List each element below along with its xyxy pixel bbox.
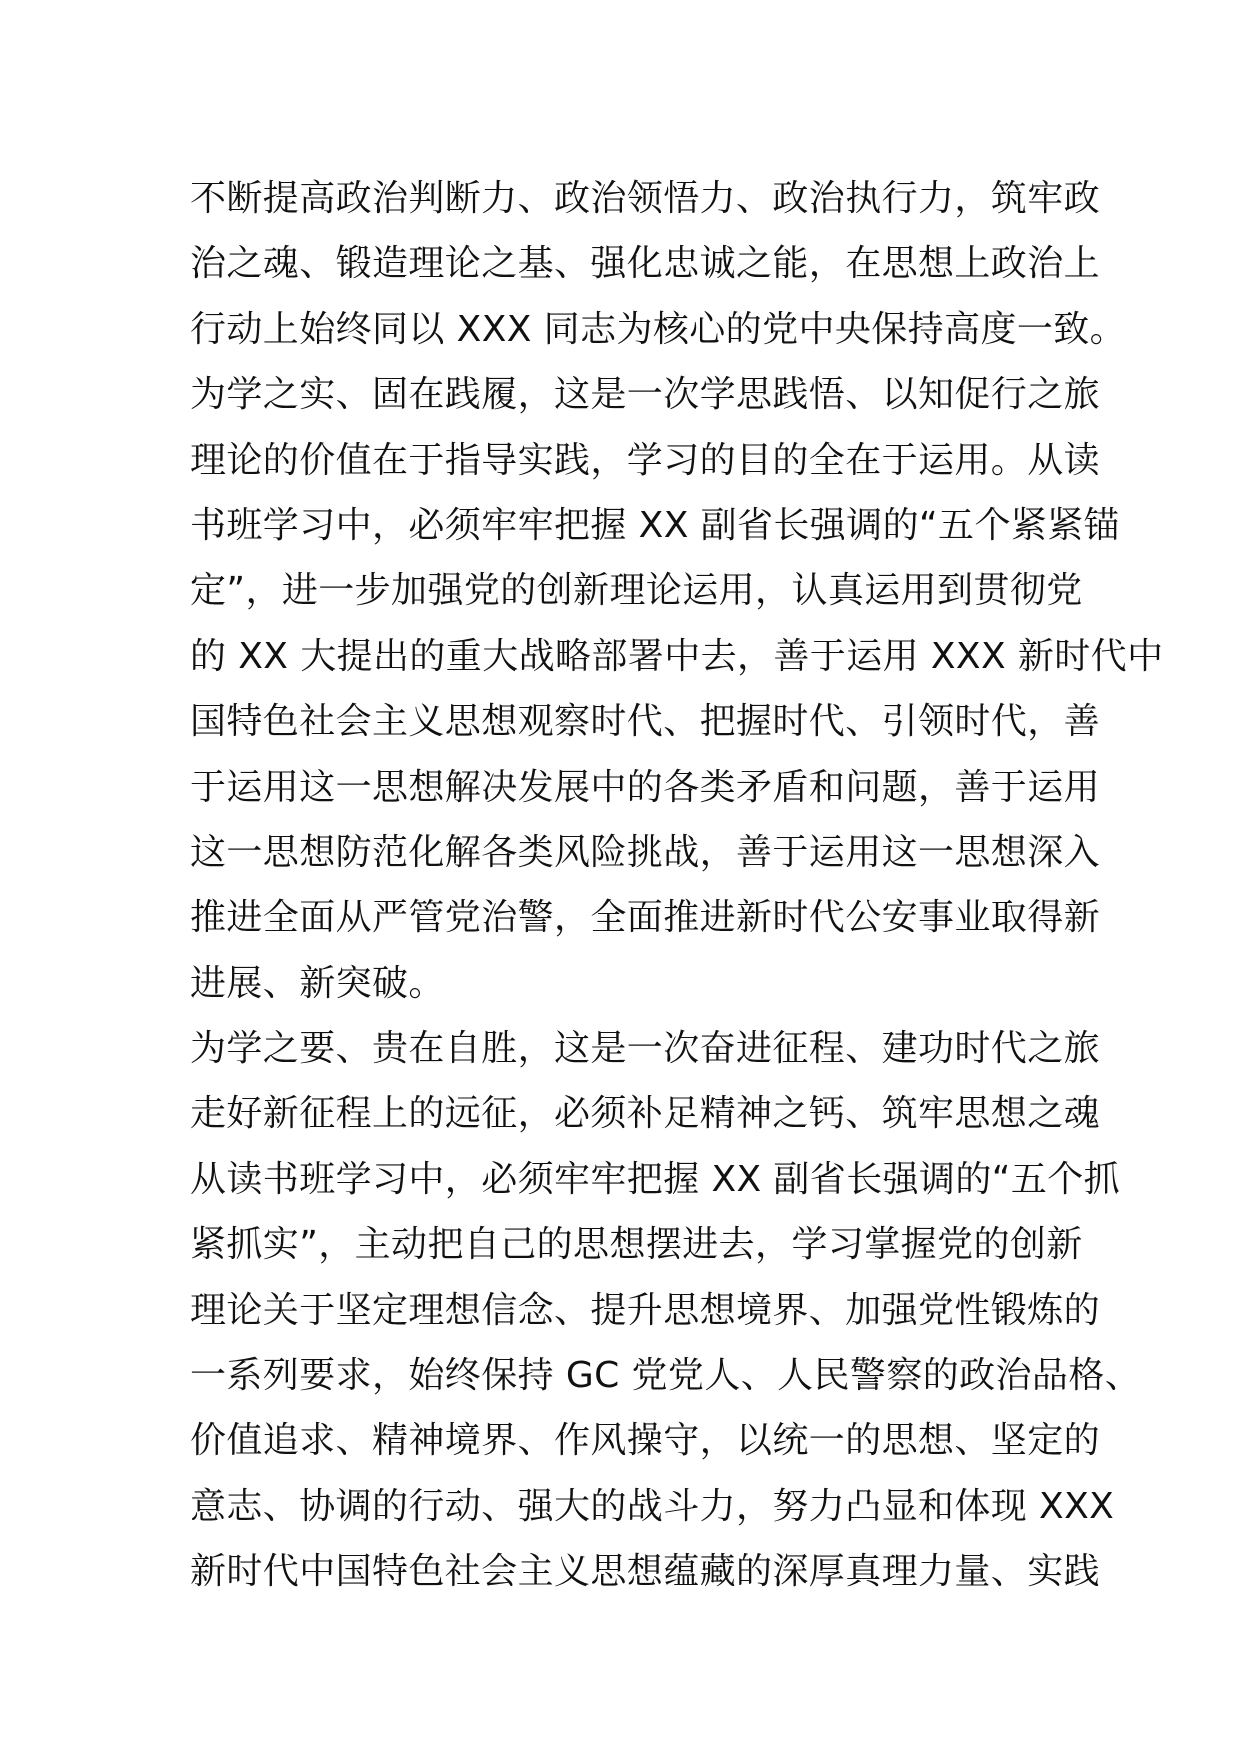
text-line: 定”，进一步加强党的创新理论运用，认真运用到贯彻党	[190, 570, 1083, 612]
text-line: 书班学习中，必须牢牢把握 XX 副省长强调的“五个紧紧锚	[190, 504, 1121, 546]
text-line: 意志、协调的行动、强大的战斗力，努力凸显和体现 XXX	[190, 1485, 1115, 1527]
text-line: 国特色社会主义思想观察时代、把握时代、引领时代，善	[190, 701, 1101, 743]
text-line: 进展、新突破。	[190, 962, 445, 1004]
text-line: 为学之实、固在践履，这是一次学思践悟、以知促行之旅	[190, 374, 1101, 416]
text-line: 这一思想防范化解各类风险挑战，善于运用这一思想深入	[190, 831, 1101, 873]
text-line: 的 XX 大提出的重大战略部署中去，善于运用 XXX 新时代中	[190, 635, 1164, 677]
text-line: 于运用这一思想解决发展中的各类矛盾和问题，善于运用	[190, 766, 1101, 808]
text-line: 理论的价值在于指导实践，学习的目的全在于运用。从读	[190, 439, 1101, 481]
text-line: 走好新征程上的远征，必须补足精神之钙、筑牢思想之魂	[190, 1093, 1101, 1135]
text-line: 理论关于坚定理想信念、提升思想境界、加强党性锻炼的	[190, 1289, 1101, 1331]
text-line: 紧抓实”，主动把自己的思想摆进去，学习掌握党的创新	[190, 1224, 1083, 1266]
body-text	[190, 166, 1164, 1605]
text-line: 价值追求、精神境界、作风操守，以统一的思想、坚定的	[190, 1420, 1101, 1462]
text-line: 推进全面从严管党治警，全面推进新时代公安事业取得新	[190, 897, 1101, 939]
text-line: 一系列要求，始终保持 GC 党党人、人民警察的政治品格、	[190, 1355, 1142, 1397]
text-line: 从读书班学习中，必须牢牢把握 XX 副省长强调的“五个抓	[190, 1158, 1121, 1200]
text-line: 新时代中国特色社会主义思想蕴藏的深厚真理力量、实践	[190, 1551, 1101, 1593]
text-line: 不断提高政治判断力、政治领悟力、政治执行力，筑牢政	[190, 178, 1101, 219]
text-line: 治之魂、锻造理论之基、强化忠诚之能，在思想上政治上	[190, 243, 1101, 285]
text-line: 为学之要、贵在自胜，这是一次奋进征程、建功时代之旅	[190, 1028, 1101, 1070]
text-line: 行动上始终同以 XXX 同志为核心的党中央保持高度一致。	[190, 308, 1127, 350]
